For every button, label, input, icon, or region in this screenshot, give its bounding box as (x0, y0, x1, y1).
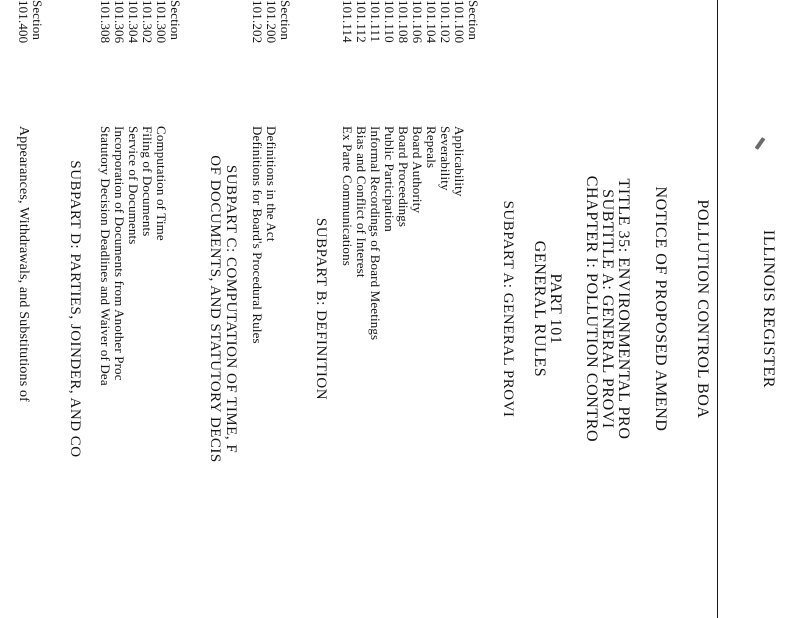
part-name: GENERAL RULES (531, 240, 548, 378)
chapter-line: CHAPTER I: POLLUTION CONTRO (583, 175, 600, 443)
subpart-d-heading: SUBPART D: PARTIES, JOINDER, AND CO (67, 160, 83, 458)
notice-heading: NOTICE OF PROPOSED AMEND (652, 186, 669, 432)
board-name: POLLUTION CONTROL BOA (694, 199, 711, 419)
header-rule (717, 0, 718, 618)
subpart-b-heading: SUBPART B: DEFINITION (313, 217, 329, 401)
rotated-document-content: ILLINOIS REGISTER POLLUTION CONTROL BOA NOTICE OF PROPOSED AMEND TITLE 35: ENVIRONMENTAL PRO SUBTITLE A: GENERAL PROVI CHAPTER I: POLLUTION CONTRO PART 101 GENERAL RULES SUBPART A: GENERAL PROVI Section 101.100 Applicability 101.102 Severability 101.104 Repeals 101.106 Board Authority 101.108 Board Proceedings 101.110 Public Participation 101.111 Informal Recordings of Board Meetings 101.112 Bias and Conflict of Interest 101.114 Ex Parte Communications SUBPART B: DEFINITION Section 101.200 Definitions in the Act 101.202 Definitions for Board's Procedural Rules SUBPART C: COMPUTATION OF TIME, F OF DOCUMENTS, AND STATUTORY DECIS Section 101.300 Computation of Time 101.302 Filing of Documents 101.304 Service of Documents 101.306 Incorporation of Documents from Another Proc 101.308 Statutory Decision Deadlines and Waiver of Dea SUBPART D: PARTIES, JOINDER, AND CO Section 101.400 Appearances, Withdrawals, and Substitutions of (0, 0, 800, 618)
part-number: PART 101 (547, 273, 564, 345)
title-line: TITLE 35: ENVIRONMENTAL PRO (615, 178, 632, 440)
subpart-c-heading-line2: OF DOCUMENTS, AND STATUTORY DECIS (207, 155, 223, 463)
register-header: ILLINOIS REGISTER (760, 229, 777, 389)
subpart-a-heading: SUBPART A: GENERAL PROVI (500, 200, 516, 418)
subtitle-line: SUBTITLE A: GENERAL PROVI (599, 189, 616, 429)
subpart-c-heading: SUBPART C: COMPUTATION OF TIME, F (223, 164, 239, 454)
